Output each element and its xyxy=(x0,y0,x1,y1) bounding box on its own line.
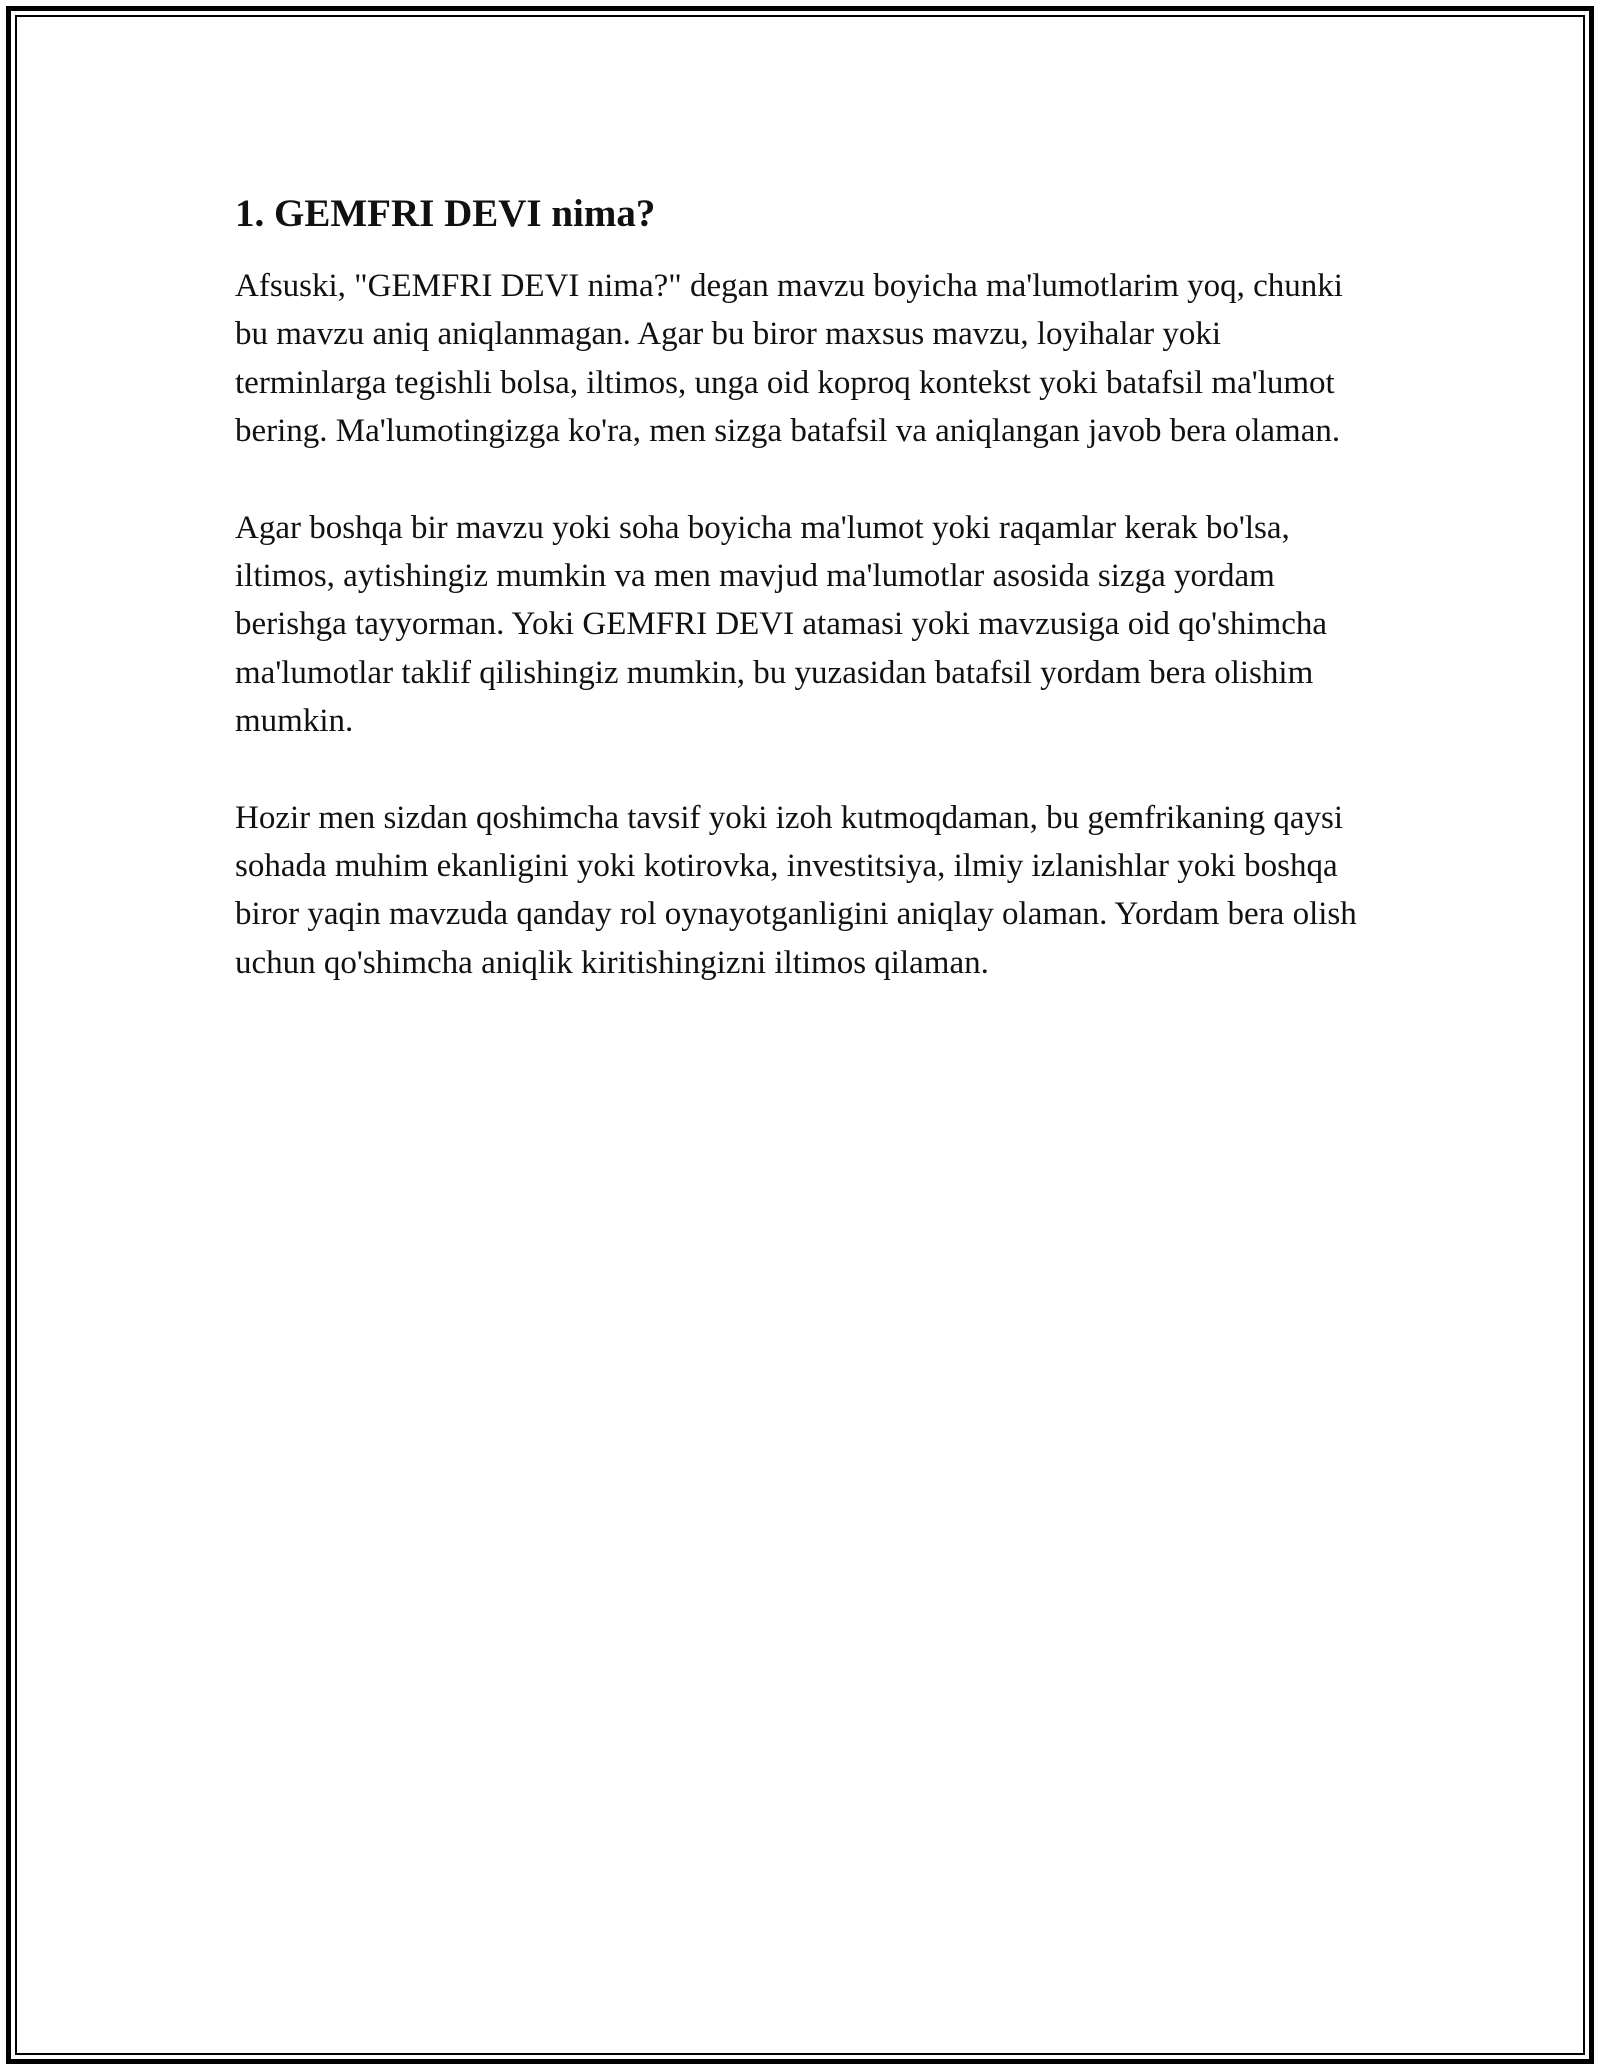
section-heading: 1. GEMFRI DEVI nima? xyxy=(235,192,656,235)
paragraph-1: Afsuski, "GEMFRI DEVI nima?" degan mavzu boyicha ma'lumotlarim yoq, chunki bu mavzu aniq aniqlanmagan. Agar bu biror maxsus mavzu, loyihalar yoki terminlarga tegishli bolsa, iltimos, unga oid koproq kontekst yoki batafsil ma'lumot bering. Ma'lumotingizga ko'ra, men sizga batafsil va aniqlangan javob bera olaman. xyxy=(235,268,1343,450)
document-body xyxy=(235,188,1375,1035)
paragraph-3: Hozir men sizdan qoshimcha tavsif yoki izoh kutmoqdaman, bu gemfrikaning qaysi sohada muhim ekanligini yoki kotirovka, investitsiya, ilmiy izlanishlar yoki boshqa biror yaqin mavzuda qanday rol oynayotganligini aniqlay olaman. Yordam bera olish uchun qo'shimcha aniqlik kiritishingizni iltimos qilaman. xyxy=(235,799,1357,981)
paragraph-2: Agar boshqa bir mavzu yoki soha boyicha ma'lumot yoki raqamlar kerak bo'lsa, iltimos, aytishingiz mumkin va men mavjud ma'lumotlar asosida sizga yordam berishga tayyorman. Yoki GEMFRI DEVI atamasi yoki mavzusiga oid qo'shimcha ma'lumotlar taklif qilishingiz mumkin, bu yuzasidan batafsil yordam bera olishim mumkin. xyxy=(235,509,1328,740)
